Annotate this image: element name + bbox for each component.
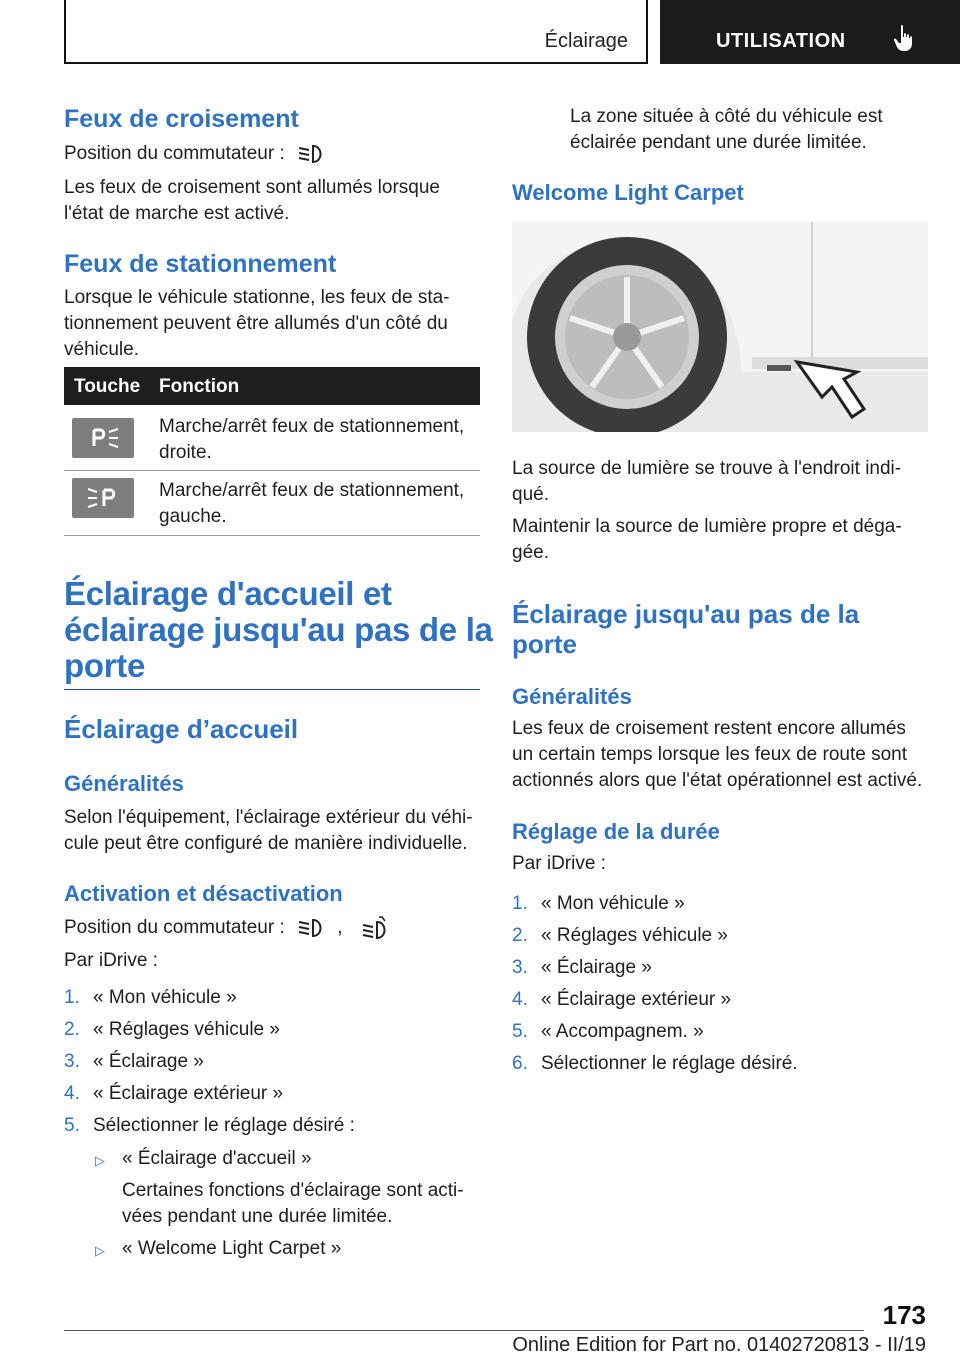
edition-text: Online Edition for Part no. 01402720813 - II/19 <box>512 1334 926 1356</box>
parking-text-3: véhicule. <box>64 339 139 360</box>
step-number: 3. <box>512 957 528 978</box>
parking-light-left-icon <box>86 486 122 510</box>
source-text-1: La source de lumière se trouve à l'endroit indi- <box>512 458 902 479</box>
step-number: 2. <box>512 925 528 946</box>
car-wheel-illustration <box>512 222 928 432</box>
parking-text-1: Lorsque le véhicule stationne, les feux de sta- <box>64 287 450 308</box>
step-text: « Réglages véhicule » <box>93 1019 280 1040</box>
bullet-triangle-icon: ▷ <box>95 1243 105 1258</box>
clean-text-1: Maintenir la source de lumière propre et déga- <box>512 516 902 537</box>
step-text: « Mon véhicule » <box>541 893 685 914</box>
sub-option-welcome: « Éclairage d'accueil » <box>122 1148 312 1169</box>
sub-option-desc-2: vées pendant une durée limitée. <box>122 1206 393 1227</box>
step-text: « Éclairage » <box>93 1051 204 1072</box>
idrive-label-right: Par iDrive : <box>512 853 606 874</box>
low-beam-switch-text: Position du commutateur : <box>64 141 326 167</box>
step-number: 6. <box>512 1053 528 1074</box>
general-right-1: Les feux de croisement restent encore allumés <box>512 718 906 739</box>
step-text: « Mon véhicule » <box>93 987 237 1008</box>
main-title-line-2: éclairage jusqu'au pas de la <box>64 611 493 648</box>
step-text: « Éclairage » <box>541 957 652 978</box>
col-function-header: Fonction <box>159 376 240 397</box>
main-title-line-1: Éclairage d'accueil et <box>64 575 392 612</box>
carpet-desc-2: éclairée pendant une durée limitée. <box>570 132 867 153</box>
step-number: 1. <box>64 987 80 1008</box>
welcome-light-carpet-photo <box>512 222 928 432</box>
door-light-heading-2: porte <box>512 629 577 659</box>
step-text: Sélectionner le réglage désiré. <box>541 1053 798 1074</box>
table-row-2-line-1: Marche/arrêt feux de stationnement, <box>159 480 465 501</box>
clean-text-2: gée. <box>512 542 549 563</box>
table-row-1-line-1: Marche/arrêt feux de stationnement, <box>159 416 465 437</box>
general-right-2: un certain temps lorsque les feux de route sont <box>512 744 908 765</box>
general-text-2: cule peut être configuré de manière individuelle. <box>64 833 468 854</box>
general-text-1: Selon l'équipement, l'éclairage extérieur du véhi- <box>64 807 473 828</box>
low-beam-text-2: l'état de marche est activé. <box>64 203 290 224</box>
step-text: Sélectionner le réglage désiré : <box>93 1115 355 1136</box>
carpet-desc-1: La zone située à côté du véhicule est <box>570 106 883 127</box>
table-bottom-line <box>64 535 480 536</box>
activation-heading: Activation et désactivation <box>64 881 343 906</box>
header-section-box <box>64 0 648 64</box>
door-light-heading-1: Éclairage jusqu'au pas de la <box>512 599 860 629</box>
step-number: 4. <box>64 1083 80 1104</box>
carpet-heading: Welcome Light Carpet <box>512 180 744 205</box>
source-text-2: qué. <box>512 484 549 505</box>
general-heading: Généralités <box>64 771 184 796</box>
step-text: « Réglages véhicule » <box>541 925 728 946</box>
pointing-hand-icon <box>892 24 916 52</box>
parking-text-2: tionnement peuvent être allumés d'un côté du <box>64 313 448 334</box>
duration-heading: Réglage de la durée <box>512 819 720 844</box>
sub-option-carpet: « Welcome Light Carpet » <box>122 1238 342 1259</box>
general-right-3: actionnés alors que l'état opérationnel est activé. <box>512 770 923 791</box>
header-chapter-label: UTILISATION <box>716 30 846 52</box>
step-text: « Accompagnem. » <box>541 1021 704 1042</box>
idrive-label: Par iDrive : <box>64 950 158 971</box>
col-key-header: Touche <box>74 376 141 397</box>
parking-light-heading: Feux de stationnement <box>64 250 337 278</box>
step-number: 1. <box>512 893 528 914</box>
low-beam-icon <box>296 143 326 165</box>
low-beam-icon <box>296 917 326 939</box>
low-beam-text-1: Les feux de croisement sont allumés lorsque <box>64 177 440 198</box>
step-number: 4. <box>512 989 528 1010</box>
sub-option-desc-1: Certaines fonctions d'éclairage sont acti- <box>122 1180 464 1201</box>
parking-light-right-icon <box>86 426 122 450</box>
step-number: 5. <box>64 1115 80 1136</box>
general-heading-right: Généralités <box>512 684 632 709</box>
footer-rule <box>64 1330 864 1331</box>
auto-light-icon <box>360 916 390 940</box>
main-title-rule <box>64 689 480 690</box>
table-row-1-line-2: droite. <box>159 442 212 463</box>
activation-switch-text: Position du commutateur : , <box>64 915 390 941</box>
table-row-divider <box>64 470 480 471</box>
step-number: 2. <box>64 1019 80 1040</box>
parking-table-header <box>64 367 480 405</box>
step-text: « Éclairage extérieur » <box>541 989 732 1010</box>
step-text: « Éclairage extérieur » <box>93 1083 284 1104</box>
welcome-light-heading: Éclairage d’accueil <box>64 714 299 744</box>
parking-light-left-button[interactable] <box>72 478 134 518</box>
page-number: 173 <box>882 1300 926 1330</box>
parking-light-right-button[interactable] <box>72 418 134 458</box>
main-title-line-3: porte <box>64 647 146 684</box>
step-number: 3. <box>64 1051 80 1072</box>
bullet-triangle-icon: ▷ <box>95 1153 105 1168</box>
table-row-2-line-2: gauche. <box>159 506 227 527</box>
step-number: 5. <box>512 1021 528 1042</box>
low-beam-heading: Feux de croisement <box>64 105 299 133</box>
header-section-title: Éclairage <box>544 30 628 52</box>
header-chapter-tab[interactable] <box>660 0 960 64</box>
